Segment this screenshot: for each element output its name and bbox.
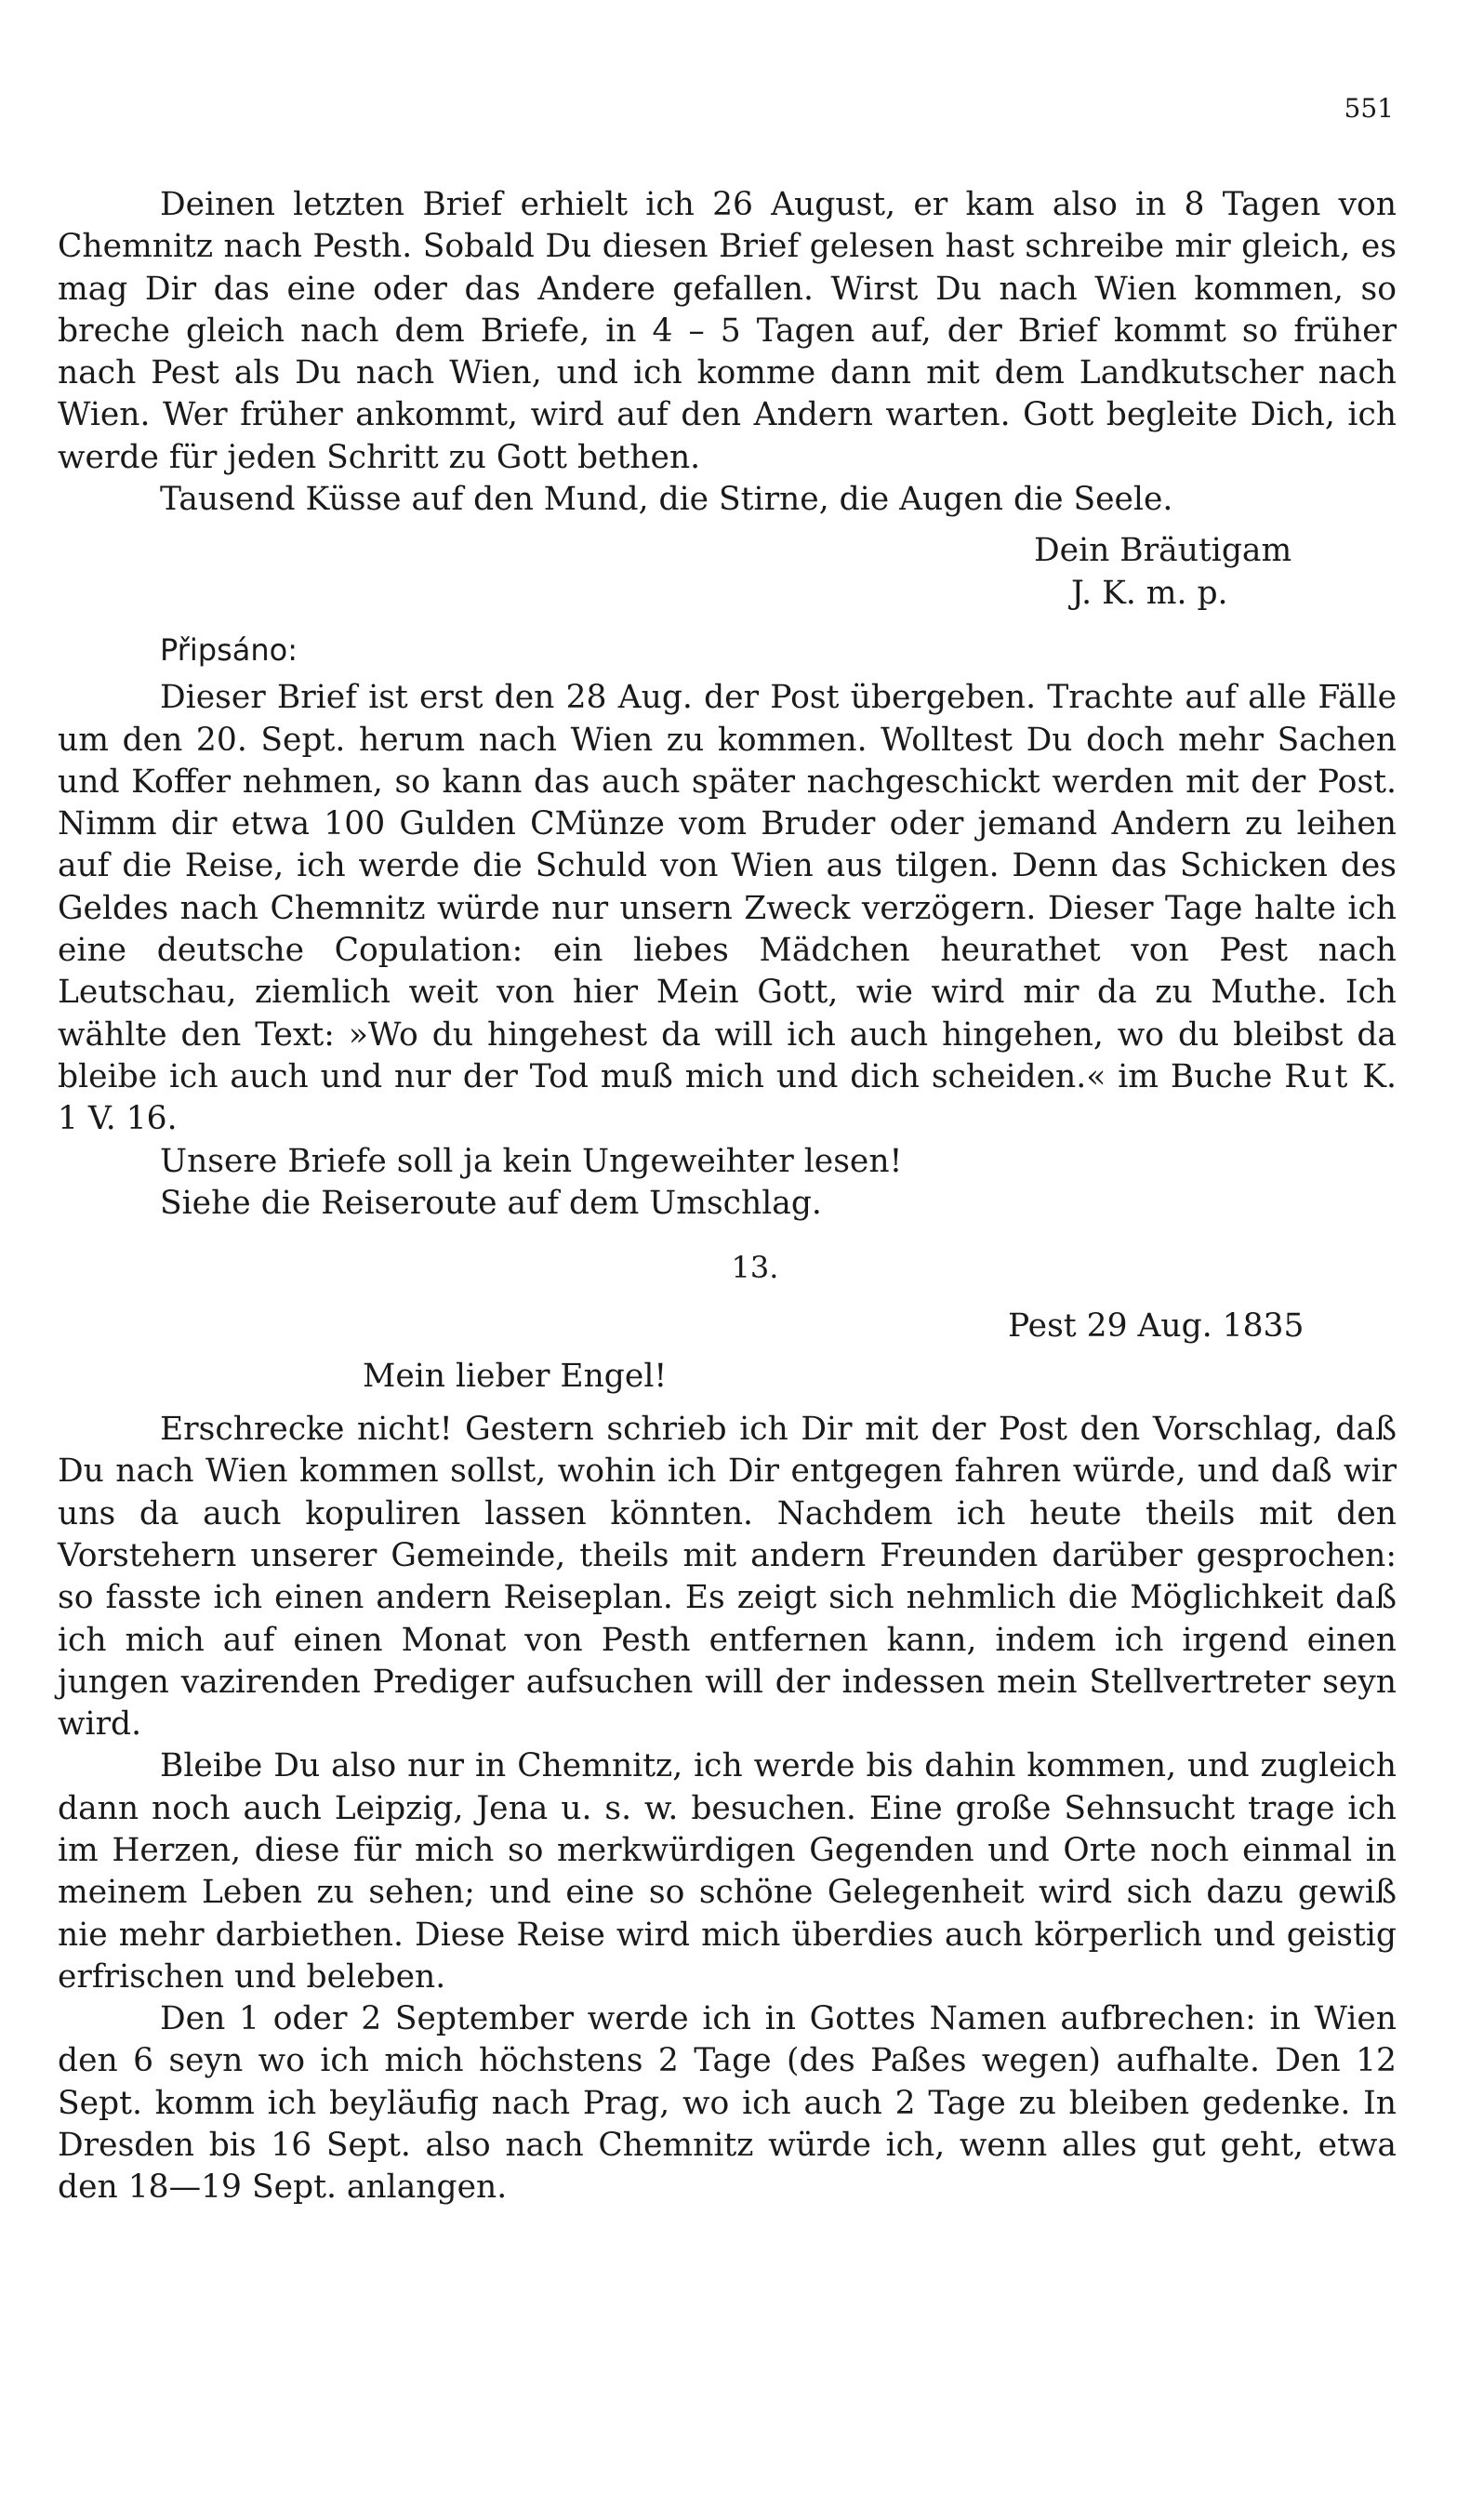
letter-12-postscript bbox=[58, 677, 1397, 1140]
letter-12-line-siehe: Siehe die Reiseroute auf dem Umschlag. bbox=[160, 1184, 822, 1222]
annotation-label: Připsáno: bbox=[160, 631, 298, 668]
letter-13-number: 13. bbox=[731, 1250, 779, 1286]
letter-13-date: Pest 29 Aug. 1835 bbox=[1008, 1307, 1305, 1346]
letter-12-signature: J. K. m. p. bbox=[1071, 574, 1228, 612]
citation-rest: K. 1 V. 16. bbox=[58, 1057, 1397, 1138]
citation-book: Rut bbox=[1284, 1057, 1351, 1095]
letter-13-salutation: Mein lieber Engel! bbox=[363, 1357, 668, 1395]
postscript-text: Dieser Brief ist erst den 28 Aug. der Post übergeben. Trachte auf alle Fälle um den 20. Sept. herum nach Wien zu kommen. Wolltest Du doch mehr Sachen und Koffer nehmen, so kann das auch später nachgeschickt werden mit der Post. Nimm dir etwa 100 Gulden CMünze vom Bruder oder jemand Andern zu leihen auf die Reise, ich werde die Schuld von Wien aus tilgen. Denn das Schicken des Geldes nach Chemnitz würde nur unsern Zweck verzögern. Dieser Tage halte ich eine deutsche Copulation: ein liebes Mädchen heurathet von Pest nach Leutschau, ziemlich weit von hier Mein Gott, wie wird mir da zu Muthe. Ich wählte den Text: »Wo du hingehest da will ich auch hingehen, wo du bleibst da bleibe ich auch und nur der Tod muß mich und dich scheiden.« im Buche bbox=[58, 679, 1397, 1095]
page-number: 551 bbox=[1344, 93, 1394, 124]
letter-12-kisses: Tausend Küsse auf den Mund, die Stirne, die Augen die Seele. bbox=[160, 481, 1173, 519]
letter-13-para-2: Bleibe Du also nur in Chemnitz, ich werde bis dahin kommen, und zugleich dann noch auch Leipzig, Jena u. s. w. besuchen. Eine große Sehnsucht trage ich im Herzen, diese für mich so merkwürdigen Gegenden und Orte noch einmal in meinem Leben zu sehen; und eine so schöne Gelegenheit wird sich dazu gewiß nie mehr darbiethen. Diese Reise wird mich überdies auch körperlich und geistig erfrischen und beleben. bbox=[58, 1747, 1397, 1996]
letter-13-para-3: Den 1 oder 2 September werde ich in Gottes Namen aufbrechen: in Wien den 6 seyn wo ich mich höchstens 2 Tage (des Paßes wegen) aufhalte. Den 12 Sept. komm ich beyläufig nach Prag, wo ich auch 2 Tage zu bleiben gedenke. In Dresden bis 16 Sept. also nach Chemnitz würde ich, wenn alles gut geht, etwa den 18—19 Sept. anlangen. bbox=[58, 2000, 1397, 2207]
letter-12-line-unsere: Unsere Briefe soll ja kein Ungeweihter lesen! bbox=[160, 1142, 903, 1180]
letter-12-closing: Dein Bräutigam bbox=[1034, 532, 1292, 570]
letter-13-para-1: Erschrecke nicht! Gestern schrieb ich Dir mit der Post den Vorschlag, daß Du nach Wien kommen sollst, wohin ich Dir entgegen fahren würde, und daß wir uns da auch kopuliren lassen könnten. Nachdem ich heute theils mit den Vorstehern unserer Gemeinde, theils mit andern Freunden darüber gesprochen: so fasste ich einen andern Reiseplan. Es zeigt sich nehmlich die Möglichkeit daß ich mich auf einen Monat von Pesth entfernen kann, indem ich irgend einen jungen vazirenden Prediger aufsuchen will der indessen mein Stellvertreter seyn wird. bbox=[58, 1411, 1397, 1744]
page-content bbox=[58, 184, 1397, 2209]
letter-12-body: Deinen letzten Brief erhielt ich 26 August, er kam also in 8 Tagen von Chemnitz nach Pesth. Sobald Du diesen Brief gelesen hast schreibe mir gleich, es mag Dir das eine oder das Andere gefallen. Wirst Du nach Wien kommen, so breche gleich nach dem Briefe, in 4 – 5 Tagen auf, der Brief kommt so früher nach Pest als Du nach Wien, und ich komme dann mit dem Landkutscher nach Wien. Wer früher ankommt, wird auf den Andern warten. Gott begleite Dich, ich werde für jeden Schritt zu Gott bethen. bbox=[58, 186, 1397, 476]
